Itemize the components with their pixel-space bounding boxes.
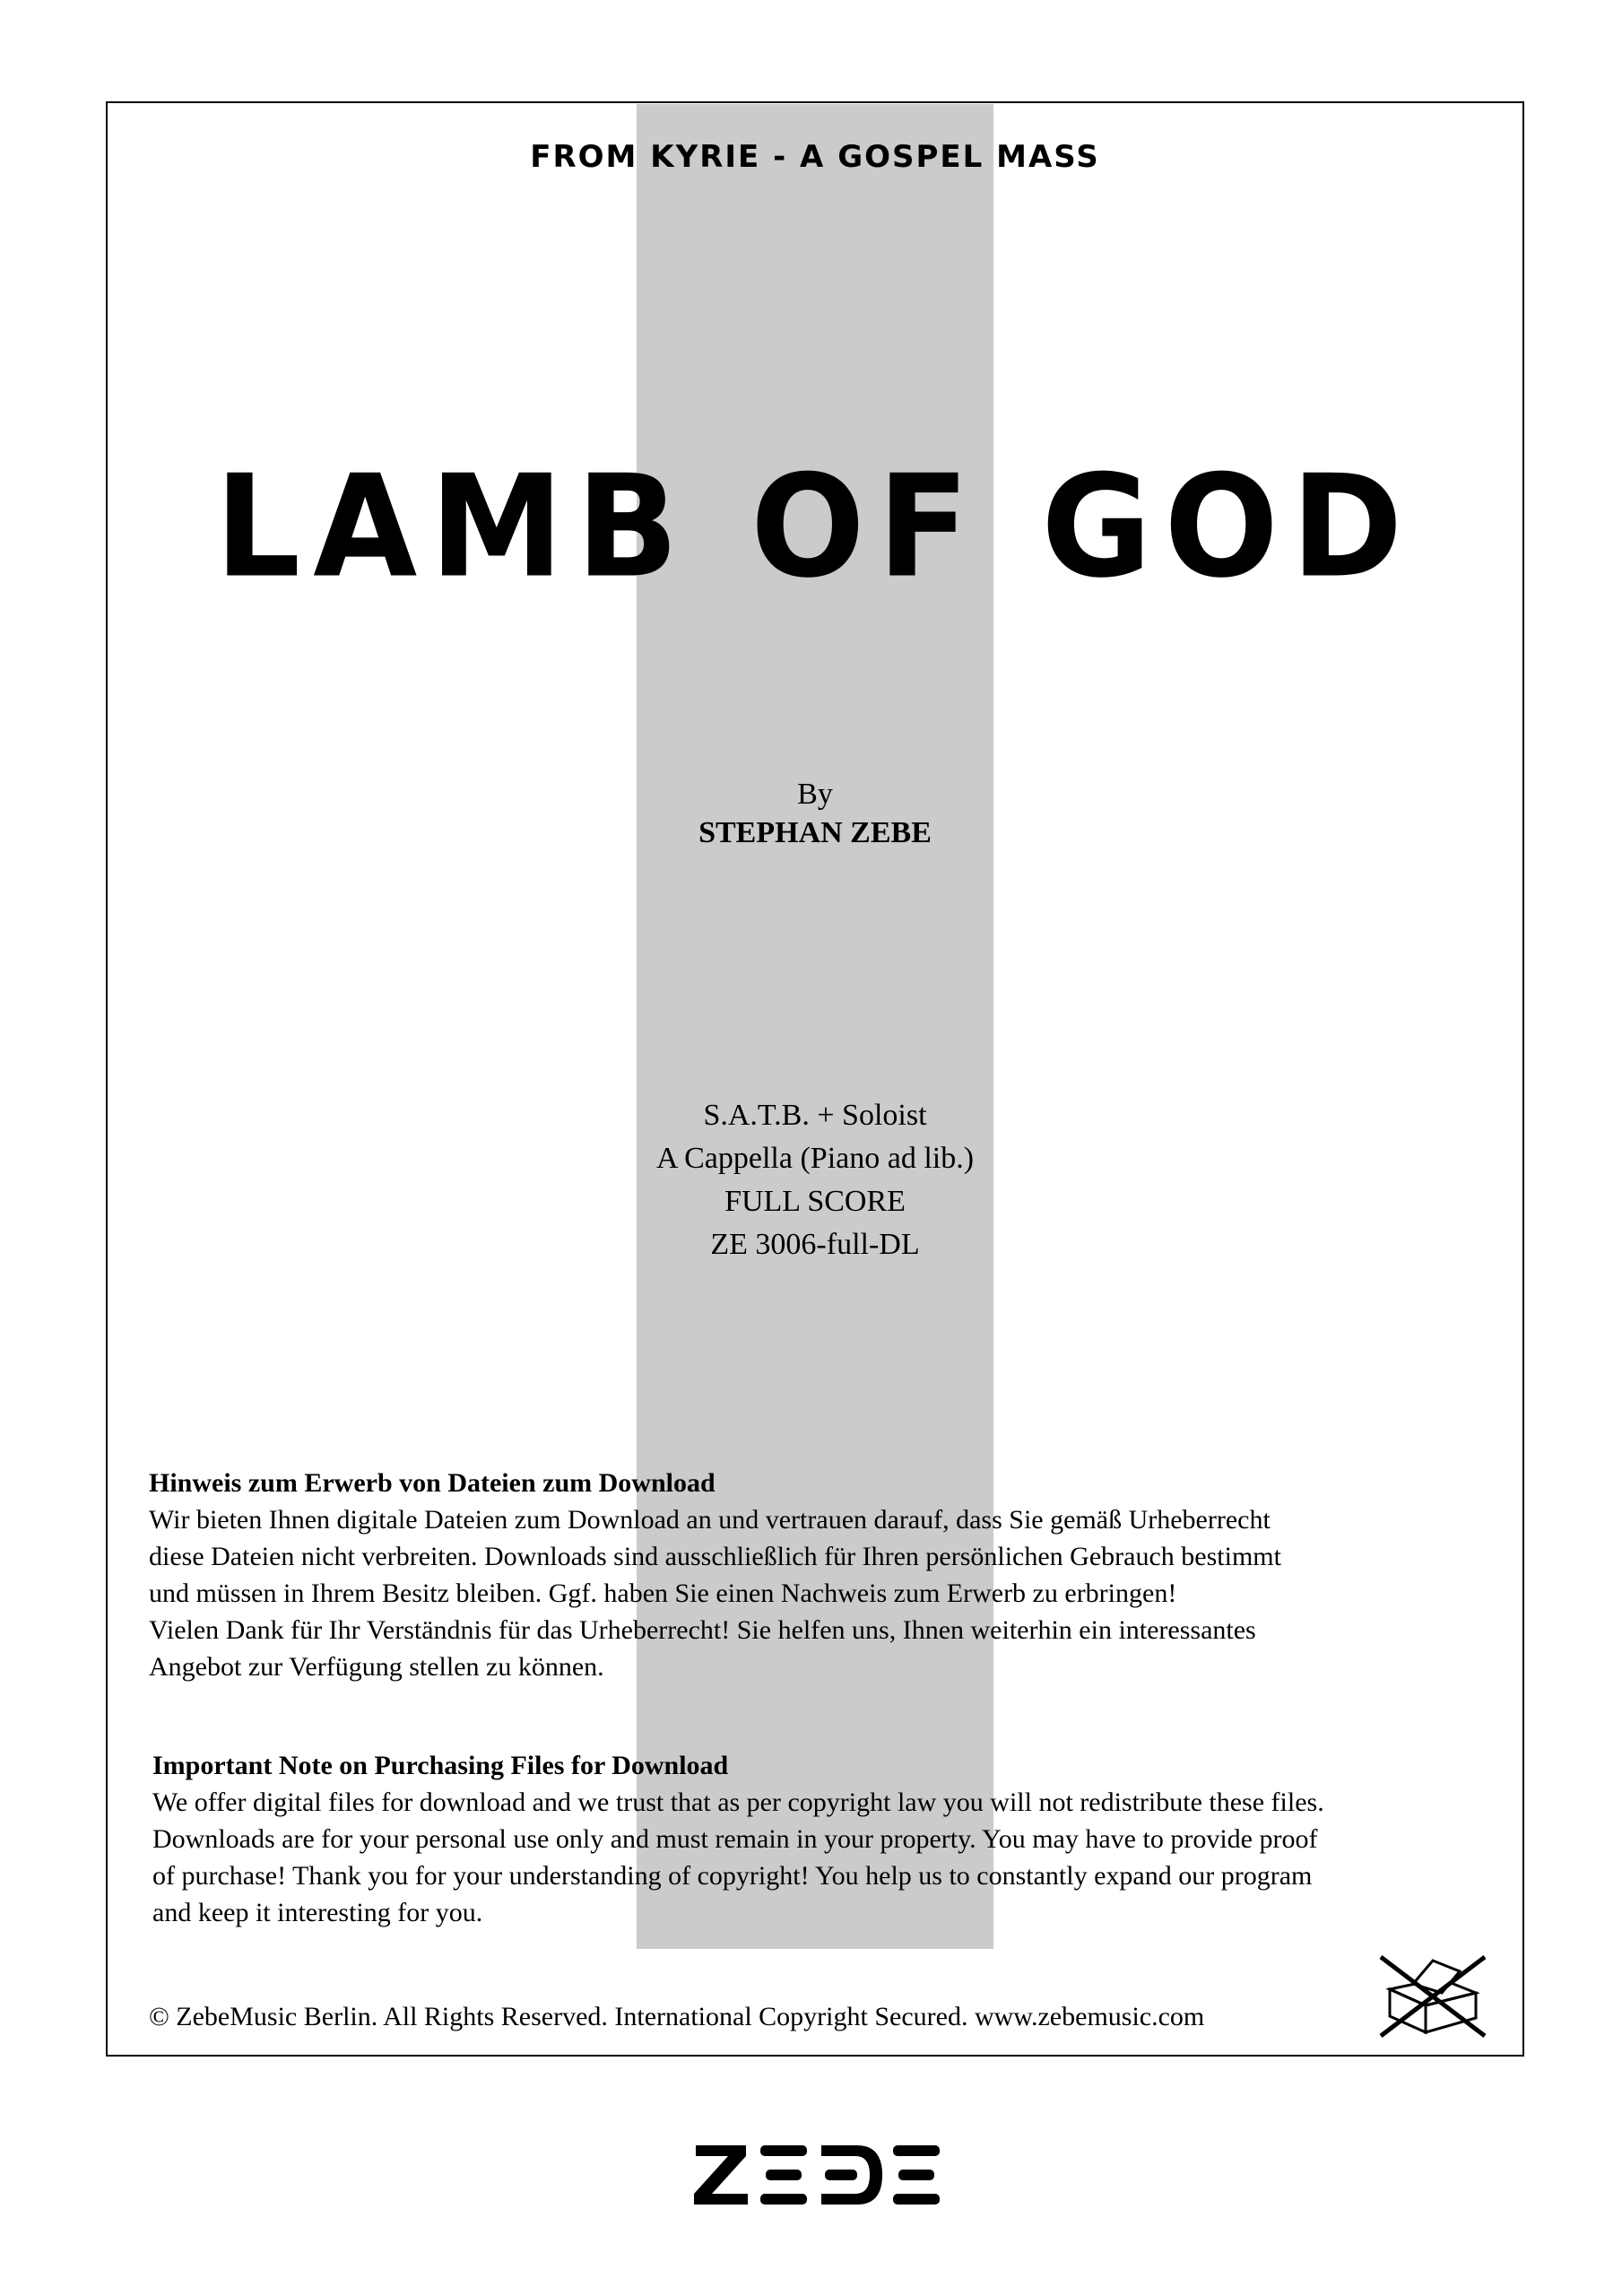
page-title: LAMB OF GOD bbox=[214, 445, 1416, 610]
edition-line: FULL SCORE bbox=[724, 1185, 906, 1218]
work-subtitle: FROM KYRIE - A GOSPEL MASS bbox=[530, 139, 1100, 175]
by-label: By bbox=[797, 778, 833, 811]
note-line: We offer digital files for download and we trust that as per copyright law you will not redistribute these files. bbox=[152, 1787, 1324, 1817]
copyright-footer: © ZebeMusic Berlin. All Rights Reserved. International Copyright Secured. www.zebemusic.com bbox=[149, 2002, 1205, 2031]
zebe-logo bbox=[690, 2135, 945, 2215]
note-line: diese Dateien nicht verbreiten. Downloads sind ausschließlich für Ihren persönlichen Gebrauch bestimmt bbox=[149, 1542, 1281, 1571]
download-note-english bbox=[152, 1747, 1497, 1931]
note-line: Downloads are for your personal use only and must remain in your property. You may have to provide proof bbox=[152, 1824, 1318, 1854]
score-details bbox=[106, 1094, 1524, 1266]
note-heading: Important Note on Purchasing Files for Download bbox=[152, 1751, 729, 1780]
note-line: Angebot zur Verfügung stellen zu können. bbox=[149, 1652, 604, 1682]
note-heading: Hinweis zum Erwerb von Dateien zum Download bbox=[149, 1468, 716, 1498]
note-line: Vielen Dank für Ihr Verständnis für das Urheberrecht! Sie helfen uns, Ihnen weiterhin ein interessantes bbox=[149, 1615, 1256, 1645]
catalog-number: ZE 3006-full-DL bbox=[710, 1228, 920, 1261]
note-line: and keep it interesting for you. bbox=[152, 1898, 483, 1927]
note-line: of purchase! Thank you for your understanding of copyright! You help us to constantly expand our program bbox=[152, 1861, 1313, 1891]
accompaniment-line: A Cappella (Piano ad lib.) bbox=[655, 1142, 975, 1175]
voicing-line: S.A.T.B. + Soloist bbox=[703, 1099, 927, 1132]
note-line: und müssen in Ihrem Besitz bleiben. Ggf. haben Sie einen Nachweis zum Erwerb zu erbringen! bbox=[149, 1578, 1177, 1608]
note-line: Wir bieten Ihnen digitale Dateien zum Download an und vertrauen darauf, dass Sie gemäß Urheberrecht bbox=[149, 1505, 1271, 1535]
download-note-german bbox=[149, 1465, 1494, 1685]
composer-name: STEPHAN ZEBE bbox=[698, 816, 932, 849]
crossed-out-printer-icon bbox=[1377, 1953, 1488, 2039]
